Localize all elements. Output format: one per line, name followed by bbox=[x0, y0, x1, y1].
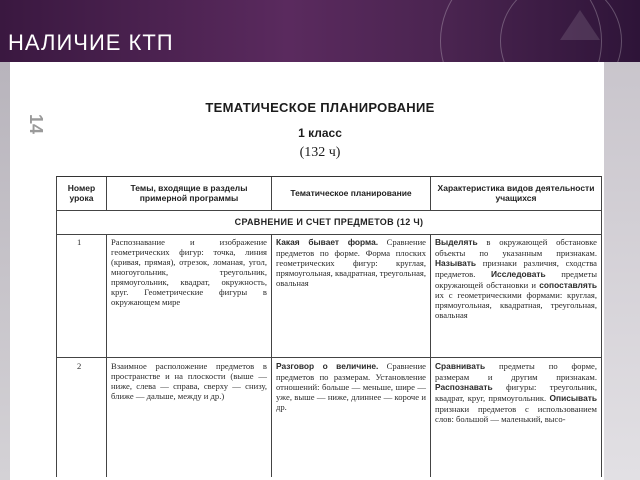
left-frame bbox=[0, 62, 10, 480]
topic-cell: Взаимное расположение предметов в пространстве и на плоскости (выше — ниже, слева — справа, сверху — снизу, ближе — дальше, между и др.) bbox=[107, 358, 272, 477]
activity-verb: Называть bbox=[435, 257, 477, 268]
activity-text: предметы по форме, размерам и другим признакам. bbox=[435, 361, 597, 382]
activity-verb: Исследовать bbox=[491, 268, 546, 279]
activity-text: в окружающей обстановке объекты по указанным признакам. bbox=[435, 237, 597, 258]
table-row bbox=[57, 234, 601, 358]
header-banner bbox=[0, 0, 640, 62]
header-topics: Темы, входящие в разделы примерной программы bbox=[107, 177, 272, 210]
page-number: 14 bbox=[26, 114, 46, 135]
table-row bbox=[57, 358, 601, 477]
activity-text: предметы окружающей обстановки и bbox=[435, 268, 597, 290]
activity-verb: сопоставлять bbox=[539, 279, 597, 290]
planning-cell bbox=[272, 234, 431, 357]
activity-text: фигуры: треугольник, квадрат, круг, прямоугольник. bbox=[435, 381, 597, 403]
hours-heading: (132 ч) bbox=[299, 145, 341, 160]
activities-cell bbox=[431, 358, 601, 477]
activities-cell bbox=[431, 234, 601, 357]
planning-cell bbox=[272, 358, 431, 477]
activity-verb: Сравнивать bbox=[435, 361, 486, 371]
right-frame bbox=[604, 62, 640, 480]
activity-verb: Описывать bbox=[549, 392, 597, 403]
lesson-number: 2 bbox=[57, 358, 107, 477]
header-lesson-number: Номер урока bbox=[57, 177, 107, 210]
banner-title: НАЛИЧИЕ КТП bbox=[8, 30, 174, 55]
activity-text: признаки предметов с использованием слов: большой — маленький, высо- bbox=[435, 403, 597, 424]
planning-title: Разговор о величине. bbox=[276, 361, 379, 371]
planning-text: Сравнение предметов по размерам. Установление отношений: больше — меньше, шире — уже, выше — ниже, длиннее — короче и др. bbox=[276, 361, 426, 412]
section-heading: СРАВНЕНИЕ И СЧЕТ ПРЕДМЕТОВ (12 Ч) bbox=[57, 210, 601, 235]
class-heading: 1 класс bbox=[298, 126, 342, 140]
activity-verb: Выделять bbox=[435, 237, 478, 247]
header-planning: Тематическое планирование bbox=[272, 177, 431, 210]
lesson-number: 1 bbox=[57, 234, 107, 357]
planning-title: Какая бывает форма. bbox=[276, 237, 379, 247]
activity-text: признаки различия, сходства предметов. bbox=[435, 257, 597, 279]
banner-decoration bbox=[560, 10, 600, 40]
header-activities: Характеристика видов деятельности учащихся bbox=[437, 182, 595, 203]
planning-table bbox=[56, 176, 602, 477]
activity-text: их с геометрическими формами: круглая, прямоугольная, квадратная, треугольная, овальная bbox=[435, 290, 597, 321]
page-title: ТЕМАТИЧЕСКОЕ ПЛАНИРОВАНИЕ bbox=[205, 100, 435, 115]
planning-text: Сравнение предметов по форме. Форма плоских геометрических фигур: круглая, прямоугольная, квадратная, треугольная, овальная bbox=[276, 237, 426, 288]
activity-verb: Распознавать bbox=[435, 381, 493, 392]
topic-cell: Распознавание и изображение геометрических фигур: точка, линия (кривая, прямая), отрезок, ломаная, угол, многоугольник, треугольник, прямоугольник, квадрат, окружность, круг. Геометрические фигуры в окружающем мире bbox=[107, 234, 272, 357]
table-header-row bbox=[57, 177, 601, 211]
